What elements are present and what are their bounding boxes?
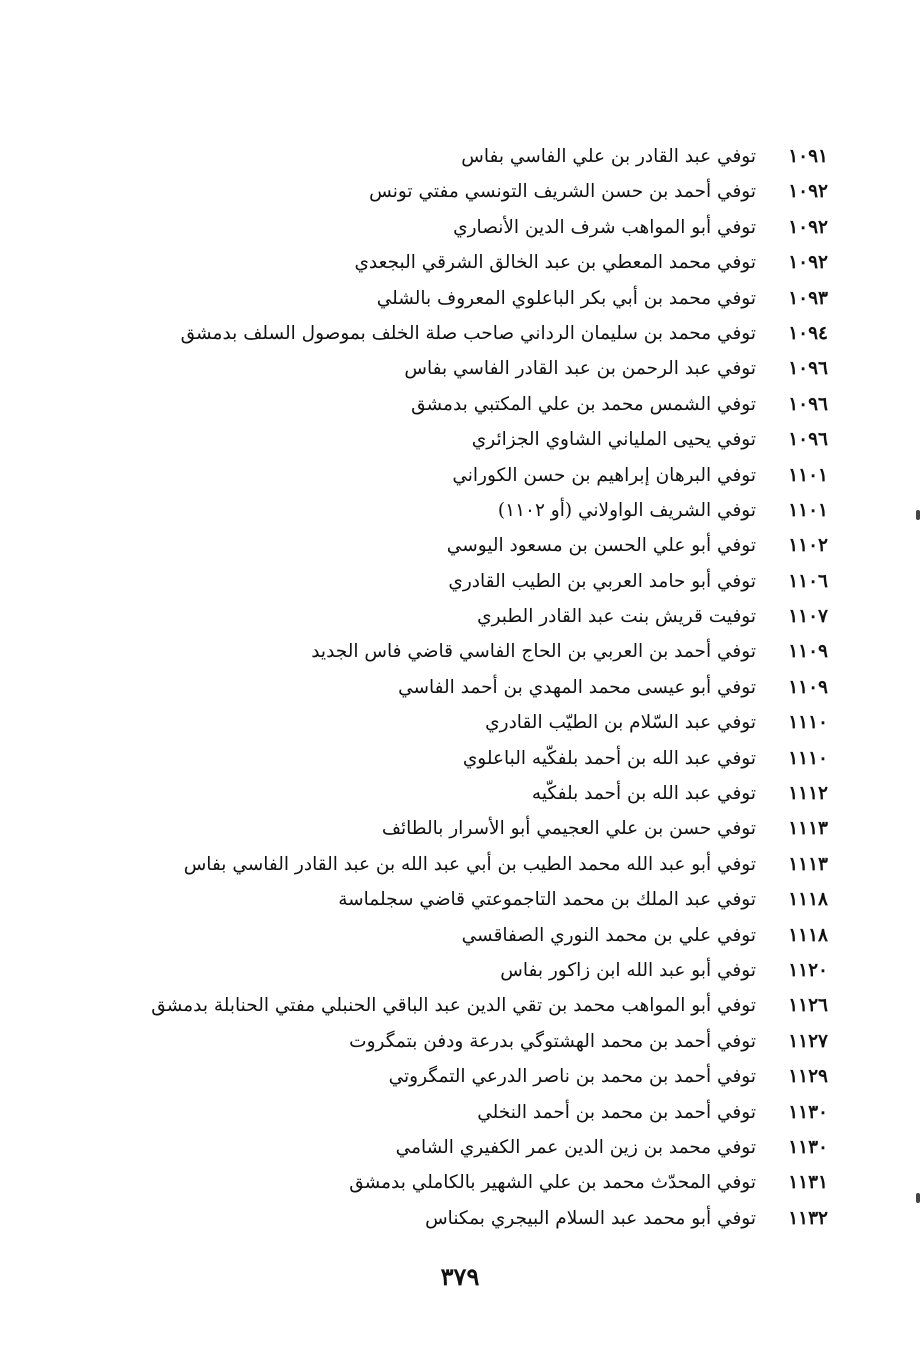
entry-text: توفي حسن بن علي العجيمي أبو الأسرار بالطائف bbox=[381, 818, 756, 840]
entry-text: توفي عبد الملك بن محمد التاجموعتي قاضي سجلماسة bbox=[338, 889, 756, 911]
list-item bbox=[48, 705, 828, 740]
list-item bbox=[48, 139, 828, 174]
entry-year: ١١١٨ bbox=[788, 924, 828, 946]
entry-text: توفيت قريش بنت عبد القادر الطبري bbox=[477, 606, 756, 628]
entry-text: توفي أبو المواهب شرف الدين الأنصاري bbox=[453, 216, 756, 238]
entry-year: ١١٠١ bbox=[788, 499, 828, 521]
list-item bbox=[48, 741, 828, 776]
list-item bbox=[48, 387, 828, 422]
entry-year: ١٠٩٦ bbox=[788, 429, 828, 451]
entry-year: ١٠٩٣ bbox=[788, 287, 828, 309]
entry-year: ١٠٩٤ bbox=[788, 322, 828, 344]
entry-text: توفي محمد بن سليمان الرداني صاحب صلة الخلف بموصول السلف بدمشق bbox=[180, 322, 756, 344]
list-item bbox=[48, 634, 828, 669]
entry-text: توفي علي بن محمد النوري الصفاقسي bbox=[461, 924, 756, 946]
entry-text: توفي أبو عيسى محمد المهدي بن أحمد الفاسي bbox=[398, 676, 756, 698]
entry-year: ١٠٩٢ bbox=[788, 181, 828, 203]
page-edge-mark bbox=[916, 1193, 920, 1203]
entry-text: توفي أبو محمد عبد السلام البيجري بمكناس bbox=[425, 1207, 756, 1229]
entry-text: توفي أحمد بن العربي بن الحاج الفاسي قاضي فاس الجديد bbox=[311, 641, 756, 663]
list-item bbox=[48, 281, 828, 316]
entry-text: توفي أبو المواهب محمد بن تقي الدين عبد الباقي الحنبلي مفتي الحنابلة بدمشق bbox=[151, 995, 756, 1017]
entry-year: ١١٢٦ bbox=[788, 995, 828, 1017]
entry-text: توفي أبو حامد العربي بن الطيب القادري bbox=[448, 570, 756, 592]
list-item bbox=[48, 245, 828, 280]
entry-text: توفي أبو عبد الله ابن زاكور بفاس bbox=[500, 959, 756, 981]
entry-year: ١٠٩٦ bbox=[788, 358, 828, 380]
entry-year: ١١١٣ bbox=[788, 853, 828, 875]
entry-text: توفي أبو عبد الله محمد الطيب بن أبي عبد الله بن عبد القادر الفاسي بفاس bbox=[183, 853, 756, 875]
list-item bbox=[48, 1201, 828, 1236]
list-item bbox=[48, 316, 828, 351]
list-item bbox=[48, 1165, 828, 1200]
list-item bbox=[48, 210, 828, 245]
entry-text: توفي الشمس محمد بن علي المكتبي بدمشق bbox=[411, 393, 756, 415]
entry-year: ١١٠٦ bbox=[788, 570, 828, 592]
entry-year: ١١٣١ bbox=[788, 1172, 828, 1194]
list-item bbox=[48, 564, 828, 599]
entry-year: ١٠٩٢ bbox=[788, 216, 828, 238]
entry-text: توفي محمد المعطي بن عبد الخالق الشرقي البجعدي bbox=[354, 252, 756, 274]
chronology-list bbox=[48, 139, 828, 1236]
list-item bbox=[48, 988, 828, 1023]
list-item bbox=[48, 422, 828, 457]
list-item bbox=[48, 1024, 828, 1059]
list-item bbox=[48, 953, 828, 988]
entry-text: توفي عبد الله بن أحمد بلفكّيه الباعلوي bbox=[462, 747, 756, 769]
entry-text: توفي البرهان إبراهيم بن حسن الكوراني bbox=[452, 464, 756, 486]
entry-text: توفي عبد القادر بن علي الفاسي بفاس bbox=[461, 146, 756, 167]
entry-year: ١١٣٠ bbox=[788, 1136, 828, 1158]
entry-year: ١١١٠ bbox=[788, 747, 828, 769]
entry-year: ١١٠٩ bbox=[788, 641, 828, 663]
entry-text: توفي يحيى الملياني الشاوي الجزائري bbox=[471, 429, 756, 451]
entry-text: توفي المحدّث محمد بن علي الشهير بالكاملي بدمشق bbox=[349, 1172, 756, 1194]
list-item bbox=[48, 847, 828, 882]
entry-year: ١١٠٢ bbox=[788, 535, 828, 557]
entry-year: ١١٠٧ bbox=[788, 606, 828, 628]
entry-text: توفي محمد بن أبي بكر الباعلوي المعروف بالشلي bbox=[376, 287, 756, 309]
entry-text: توفي الشريف الواولاني (أو ١١٠٢) bbox=[497, 499, 756, 521]
entry-year: ١١١٢ bbox=[788, 783, 828, 805]
entry-year: ١١١٨ bbox=[788, 889, 828, 911]
list-item bbox=[48, 882, 828, 917]
list-item bbox=[48, 493, 828, 528]
entry-year: ١٠٩٢ bbox=[788, 252, 828, 274]
list-item bbox=[48, 918, 828, 953]
entry-year: ١١١٠ bbox=[788, 712, 828, 734]
entry-text: توفي أحمد بن محمد بن أحمد النخلي bbox=[477, 1101, 756, 1123]
entry-text: توفي أحمد بن محمد بن ناصر الدرعي التمگروتي bbox=[388, 1066, 756, 1088]
list-item bbox=[48, 599, 828, 634]
list-item bbox=[48, 811, 828, 846]
list-item bbox=[48, 1059, 828, 1094]
entry-text: توفي عبد الله بن أحمد بلفكّيه bbox=[531, 783, 756, 805]
list-item bbox=[48, 1095, 828, 1130]
list-item bbox=[48, 528, 828, 563]
entry-text: توفي أحمد بن حسن الشريف التونسي مفتي تونس bbox=[369, 181, 756, 203]
entry-year: ١١٣٠ bbox=[788, 1101, 828, 1123]
entry-year: ١١٢٠ bbox=[788, 959, 828, 981]
entry-text: توفي عبد السّلام بن الطيّب القادري bbox=[485, 712, 756, 734]
entry-year: ١١٣٢ bbox=[788, 1207, 828, 1229]
list-item bbox=[48, 776, 828, 811]
entry-year: ١٠٩٦ bbox=[788, 393, 828, 415]
entry-text: توفي أبو علي الحسن بن مسعود اليوسي bbox=[446, 535, 756, 557]
entry-year: ١١٠٩ bbox=[788, 676, 828, 698]
entry-text: توفي عبد الرحمن بن عبد القادر الفاسي بفاس bbox=[404, 358, 756, 380]
list-item bbox=[48, 351, 828, 386]
entry-year: ١١٠١ bbox=[788, 464, 828, 486]
entry-text: توفي أحمد بن محمد الهشتوگي بدرعة ودفن بتمگروت bbox=[349, 1030, 756, 1052]
entry-year: ١١٢٩ bbox=[788, 1066, 828, 1088]
list-item bbox=[48, 174, 828, 209]
list-item bbox=[48, 458, 828, 493]
entry-year: ١٠٩١ bbox=[788, 146, 828, 167]
list-item bbox=[48, 1130, 828, 1165]
entry-text: توفي محمد بن زين الدين عمر الكفيري الشامي bbox=[395, 1136, 756, 1158]
entry-year: ١١١٣ bbox=[788, 818, 828, 840]
page-number: ٣٧٩ bbox=[440, 1262, 480, 1291]
entry-year: ١١٢٧ bbox=[788, 1030, 828, 1052]
list-item bbox=[48, 670, 828, 705]
page-edge-mark bbox=[916, 510, 920, 520]
